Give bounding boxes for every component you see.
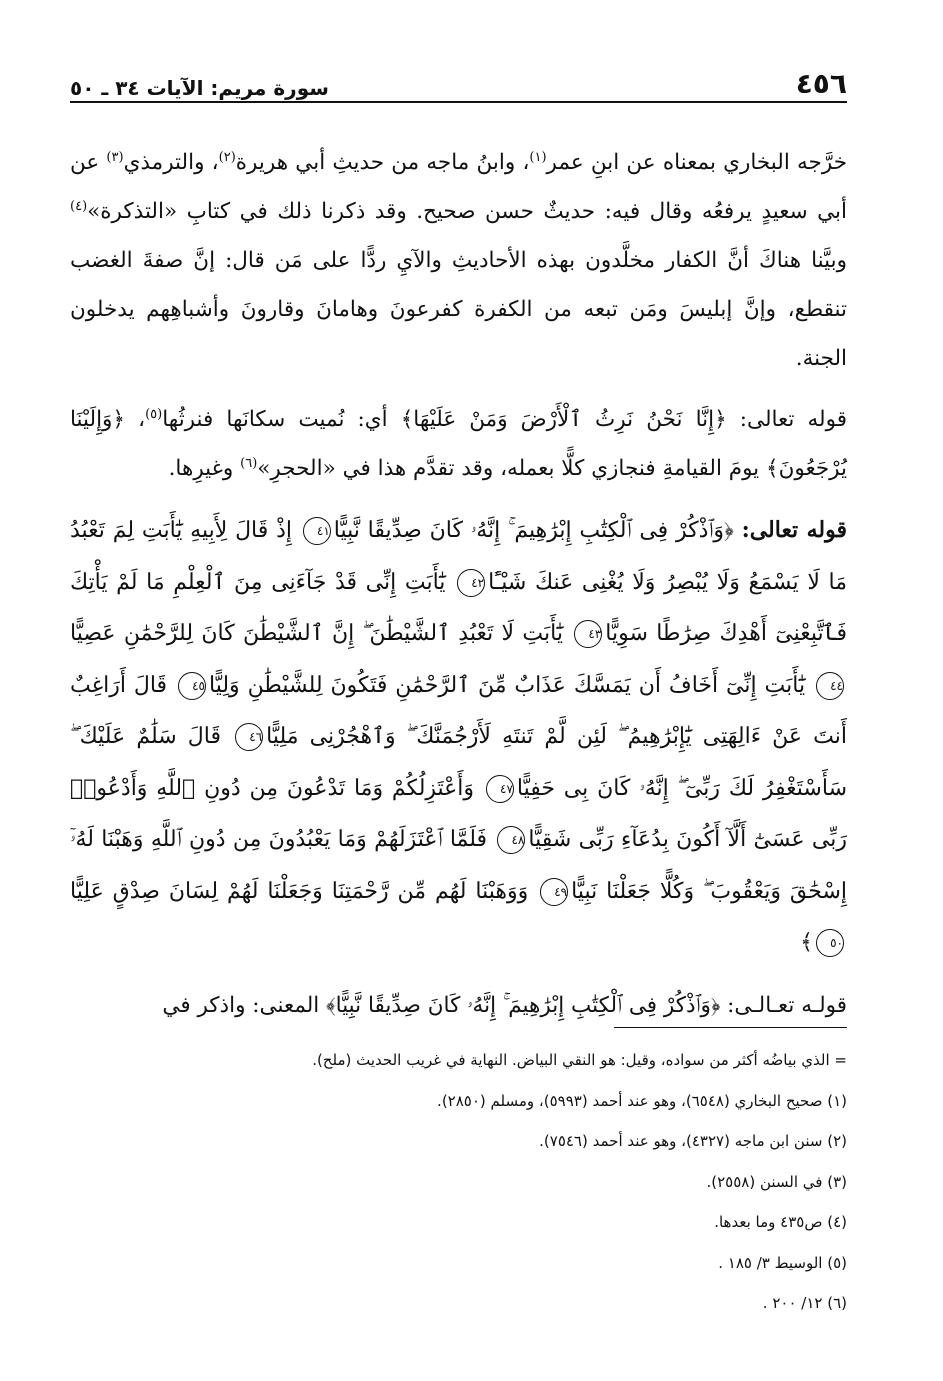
ayah-number-marker: ٤٥: [178, 672, 206, 700]
text-run: ، والترمذي: [123, 150, 219, 175]
footnote-ref: (١): [529, 149, 547, 165]
ayah-number-marker: ٤٨: [497, 826, 525, 854]
verse-text: يَٰٓأَبَتِ إِنِّىٓ أَخَافُ أَن يَمَسَّكَ عَذَابٌ مِّنَ ٱلرَّحْمَٰنِ فَتَكُونَ لِلشَّيْطَٰنِ وَلِيًّا: [208, 672, 813, 698]
verse-text: يَٰٓأَبَتِ إِنِّى قَدْ جَآءَنِى مِنَ ٱلْعِلْمِ مَا لَمْ يَأْتِكَ فَٱتَّبِعْنِىٓ أَهْدِكَ صِرَٰطًا سَوِيًّا: [70, 569, 847, 646]
page-header: [70, 58, 847, 98]
footnotes: [70, 1040, 847, 1324]
footnote-6: (٦) ١٢/ ٢٠٠ .: [762, 1294, 847, 1312]
ayah-number-marker: ٤٦: [235, 723, 263, 751]
footnote-ref: (٥): [145, 406, 163, 422]
text-run: قوله تعالى: ﴿إِنَّا نَحْنُ نَرِثُ ٱلْأَرْضَ وَمَنْ عَلَيْهَا﴾ أي: نُميت سكانَها فنرثُها: [162, 407, 847, 432]
verse-text: وَوَهَبْنَا لَهُم مِّن رَّحْمَتِنَا وَجَعَلْنَا لَهُمْ لِسَانَ صِدْقٍ عَلِيًّا: [70, 878, 538, 904]
running-title: سورة مريم: الآيات ٣٤ ـ ٥٠: [70, 76, 329, 100]
text-run: خرَّجه البخاري بمعناه عن ابنِ عمر: [546, 150, 848, 175]
paragraph-1: [70, 138, 847, 383]
footnote-ref: (٢): [218, 149, 236, 165]
verse-text: قَالَ أَرَاغِبٌ أَنتَ عَنْ ءَالِهَتِى يَٰٓإِبْرَٰهِيمُ ۖ لَئِن لَّمْ تَنتَهِ لَأَرْجُمَنَّكَ ۖ وَٱهْجُرْنِى مَلِيًّا: [70, 672, 847, 749]
page-number: ٤٥٦: [795, 67, 847, 100]
verse-text: وَأَعْتَزِلُكُمْ وَمَا تَدْعُونَ مِن دُونِ ٱللَّهِ وَأَدْعُوا۟ رَبِّى عَسَىٰٓ أَلَّآ أَكُونَ بِدُعَآءِ رَبِّى شَقِيًّا: [70, 775, 847, 852]
text-run: ، ﴿وَإِلَيْنَا يُرْجَعُونَ﴾ يومَ القيامةِ فنجازي كلًّا بعمله، وقد تقدَّم هذا في «الحجرِ»: [70, 407, 847, 481]
ayah-number-marker: ٤٩: [540, 878, 568, 906]
verse-text: قَالَ سَلَٰمٌ عَلَيْكَ ۖ سَأَسْتَغْفِرُ لَكَ رَبِّىٓ ۖ إِنَّهُۥ كَانَ بِى حَفِيًّا: [70, 724, 847, 801]
text-run: وبيَّنا هناكَ أنَّ الكفار مخلَّدون بهذه الأحاديثِ والآيِ ردًّا على مَن قال: إنَّ صفةَ الغضب تنقطع، وإنَّ إبليسَ ومَن تبعه من الكفرة كفرعونَ وهامانَ وقارونَ وأشباهِهم يدخلون الجنة.: [70, 248, 847, 371]
footnote-ref: (٤): [70, 198, 88, 214]
ayah-number-marker: ٤٧: [486, 775, 514, 803]
lead-label: قوله تعالى:: [741, 517, 848, 543]
footnote-continuation: = الذي بياضُه أكثر من سواده، وقيل: هو النقي البياض. النهاية في غريب الحديث (ملح).: [312, 1051, 847, 1069]
ayah-number-marker: ٤٣: [574, 620, 602, 648]
verse-text: يَٰٓأَبَتِ لَا تَعْبُدِ ٱلشَّيْطَٰنَ ۖ إِنَّ ٱلشَّيْطَٰنَ كَانَ لِلرَّحْمَٰنِ عَصِيًّا: [70, 621, 572, 646]
text-run: وغيرِها.: [168, 456, 241, 481]
footnote-3: (٣) في السنن (٢٥٥٨).: [706, 1172, 847, 1191]
verse-text: إِذْ قَالَ لِأَبِيهِ يَٰٓأَبَتِ لِمَ تَعْبُدُ مَا لَا يَسْمَعُ وَلَا يُبْصِرُ وَلَا يُغْنِى عَنكَ شَيْـًٔا: [70, 518, 847, 595]
ayah-number-marker: ٤٤: [816, 672, 844, 700]
verse-close-bracket: ﴾: [800, 930, 813, 955]
ayah-number-marker: ٤٢: [457, 569, 485, 597]
footnote-5: (٥) الوسيط ٣/ ١٨٥ .: [718, 1253, 847, 1272]
footnote-2: (٢) سنن ابن ماجه (٤٣٢٧)، وهو عند أحمد (٧٥٤٦).: [539, 1132, 847, 1150]
paragraph-2: [70, 395, 847, 493]
ayah-number-marker: ٤١: [303, 517, 331, 545]
footnote-ref: (٣): [106, 149, 124, 165]
footnote-separator: [614, 1027, 847, 1028]
footnote-ref: (٦): [240, 455, 258, 471]
header-rule: [70, 101, 847, 103]
ayah-number-marker: ٥٠: [816, 929, 844, 957]
quran-passage: [70, 505, 847, 969]
footnote-4: (٤) ص٤٣٥ وما بعدها.: [714, 1213, 847, 1231]
verse-text: فَلَمَّا ٱعْتَزَلَهُمْ وَمَا يَعْبُدُونَ مِن دُونِ ٱللَّهِ وَهَبْنَا لَهُۥٓ إِسْحَٰقَ وَيَعْقُوبَ ۖ وَكُلًّا جَعَلْنَا نَبِيًّا: [70, 827, 847, 904]
verse-text: ﴿وَٱذْكُرْ فِى ٱلْكِتَٰبِ إِبْرَٰهِيمَ ۚ إِنَّهُۥ كَانَ صِدِّيقًا نَّبِيًّا: [333, 518, 742, 543]
main-text: [70, 138, 847, 1042]
text-run: قولـه تعـالـى: ﴿وَٱذْكُرْ فِى ٱلْكِتَٰبِ إِبْرَٰهِيمَ ۚ إِنَّهُۥ كَانَ صِدِّيقًا نَّبِيًّا﴾ المعنى: واذكر في: [162, 992, 847, 1018]
paragraph-4: [70, 981, 847, 1030]
footnote-1: (١) صحيح البخاري (٦٥٤٨)، وهو عند أحمد (٥٩٩٣)، ومسلم (٢٨٥٠).: [437, 1091, 847, 1110]
text-run: ، وابنُ ماجه من حديثِ أبي هريرة: [235, 150, 530, 175]
text-run: عن أبي سعيدٍ يرفعُه وقال فيه: حديثٌ حسن صحيح. وقد ذكرنا ذلك في كتابِ «التذكرة»: [70, 150, 847, 224]
